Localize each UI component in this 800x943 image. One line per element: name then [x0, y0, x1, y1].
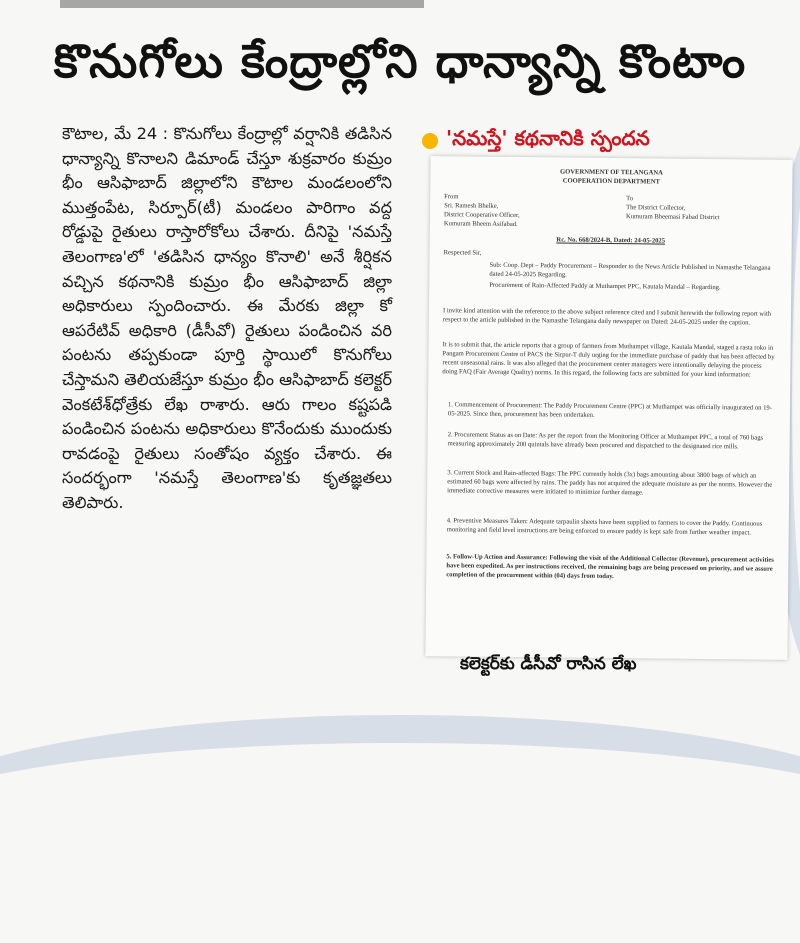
letter-caption: కలెక్టర్‌కు డీసీవో రాసిన లేఖ — [460, 654, 637, 674]
article-body-column — [62, 122, 392, 516]
decorative-arc-bottom — [0, 715, 800, 943]
letter-section — [410, 118, 800, 678]
letter-to-place: Kumuram Bheemasi Fabad District — [625, 213, 720, 222]
article-body: కౌటాల, మే 24 : కొనుగోలు కేంద్రాల్లో వర్షానికి తడిసిన ధాన్యాన్ని కొనాలని డిమాండ్ చేస్తూ శుక్రవారం కుమ్రం భీం ఆసిఫాబాద్ జిల్లాలోని కౌటాల మండలంలోని ముత్తంపేట, సిర్పూర్(టీ) మండలం పారిగాం వద్ద రోడ్డుపై రైతులు రాస్తారోకోలు చేశారు. దీనిపై 'నమస్తే తెలంగాణ'లో 'తడిసిన ధాన్యం కొనాలి' అనే శీర్షికన వచ్చిన కథనానికి కుమ్రం భీం ఆసిఫాబాద్ జిల్లా అధికారులు స్పందించారు. ఈ మేరకు జిల్లా కో ఆపరేటివ్ అధికారి (డీసీవో) రైతులు పండించిన వరి పంటను తప్పకుండా పూర్తి స్థాయిలో కొనుగోలు చేస్తామని తెలియజేస్తూ కుమ్రం భీం ఆసిఫాబాద్ కలెక్టర్ వెంకటేశ్‌ధోత్రేకు లేఖ రాశారు. ఆరు గాలం కష్టపడి పండించిన పంటను అధికారులు కొనేందుకు ముందుకు రావడంపై రైతులు సంతోషం వ్యక్తం చేశారు. ఈ సందర్భంగా 'నమస్తే తెలంగాణ'కు కృతజ్ఞతలు తెలిపారు. — [62, 124, 392, 512]
letter-subject: Sub: Coop. Dept – Paddy Procurement – Responder to the News Article Published in Namasthe Telangana dated 24-05-2025 Regarding. — [489, 261, 771, 279]
subheading-text: 'నమస్తే' కథనానికి స్పందన — [446, 126, 650, 150]
letter-para-2: It is to submit that, the article reports that a group of farmers from Muthampet village, Kautala Mandal, staged a rasta roko in Pangam Procurement Centre of PACS the Sirpur-T duly urging for the immediate purchase of paddy that has been affected by recent unseasonal rains. It was also alleged that the procurement center managers were intentionally delaying the process doing FAQ (Fair Average Quality) norms. In this regard, the following facts are submitted for your kind information: — [442, 341, 775, 379]
bullet-dot-icon — [422, 133, 438, 149]
headline: కొనుగోలు కేంద్రాల్లోని ధాన్యాన్ని కొంటాం — [53, 34, 747, 88]
letter-from-name: Sri. Ramesh Bhelke, — [444, 202, 499, 210]
letter-para-1: I invite kind attention with the reference to the above subject reference cited and I submit herewith the following report with respect to the article published in the Namasthe Telangana daily newspaper on Dated: 24-05-2025 under the caption. — [442, 307, 772, 327]
letter-item-2: 2. Procurement Status as on Date: As per the report from the Monitoring Officer at Muthampet PPC, a total of 760 bags measuring approximately 200 quintals have already been procured and dispatched to the designated rice mills. — [447, 431, 764, 451]
subheading — [422, 126, 650, 155]
letter-from-label: From — [444, 193, 459, 201]
letter-from-block — [444, 192, 594, 230]
letter-to-label: To — [626, 195, 634, 203]
letter-salutation: Respected Sir, — [443, 249, 482, 257]
letter-gov-title: GOVERNMENT OF TELANGANA — [560, 168, 663, 177]
letter-reference: Rc. No. 668/2024-B, Dated: 24-05-2025 — [556, 236, 666, 245]
letter-item-4: 4. Preventive Measures Taken: Adequate tarpaulin sheets have been supplied to farmers to cover the Paddy. Continuous monitoring and field level instructions are being enforced to ensure paddy is kept safe from further weather impact. — [446, 517, 763, 537]
letter-subject-2: Procurement of Rain-Affected Paddy at Muthampet PPC, Kautala Mandal – Regarding. — [489, 281, 721, 292]
letter-to-name: The District Collector, — [626, 204, 686, 212]
letter-item-3: 3. Current Stock and Rain-affected Bags: The PPC currently holds (3x) bags amounting about 3800 bags of which an estimated 60 bags were affected by rains. The paddy has not acquired the adequate moisture as per the norms. However the immediate corrective measures were initiated to minimize further damage. — [447, 469, 773, 497]
letter-from-place: Kumuram Bheem Asifabad. — [443, 220, 518, 229]
letter-item-1: 1. Commencement of Procurement: The Paddy Procurement Centre (PPC) at Muthampet was officially inaugurated on 19-05-2025. Since then, procurement has been undertaken. — [447, 401, 772, 419]
letter-item-5: 5. Follow-Up Action and Assurance: Following the visit of the Additional Collector (Revenue), procurement activities have been expedited. As per instructions received, the remaining bags are being processed on priority, and we assure completion of the procurement within (04) days from today. — [446, 553, 774, 581]
letter-image — [425, 156, 792, 660]
letter-to-block — [626, 194, 776, 223]
letter-from-title: District Cooperative Officer, — [443, 211, 520, 220]
previous-article-strip — [60, 0, 580, 8]
letter-dept-title: COOPERATION DEPARTMENT — [562, 177, 660, 186]
